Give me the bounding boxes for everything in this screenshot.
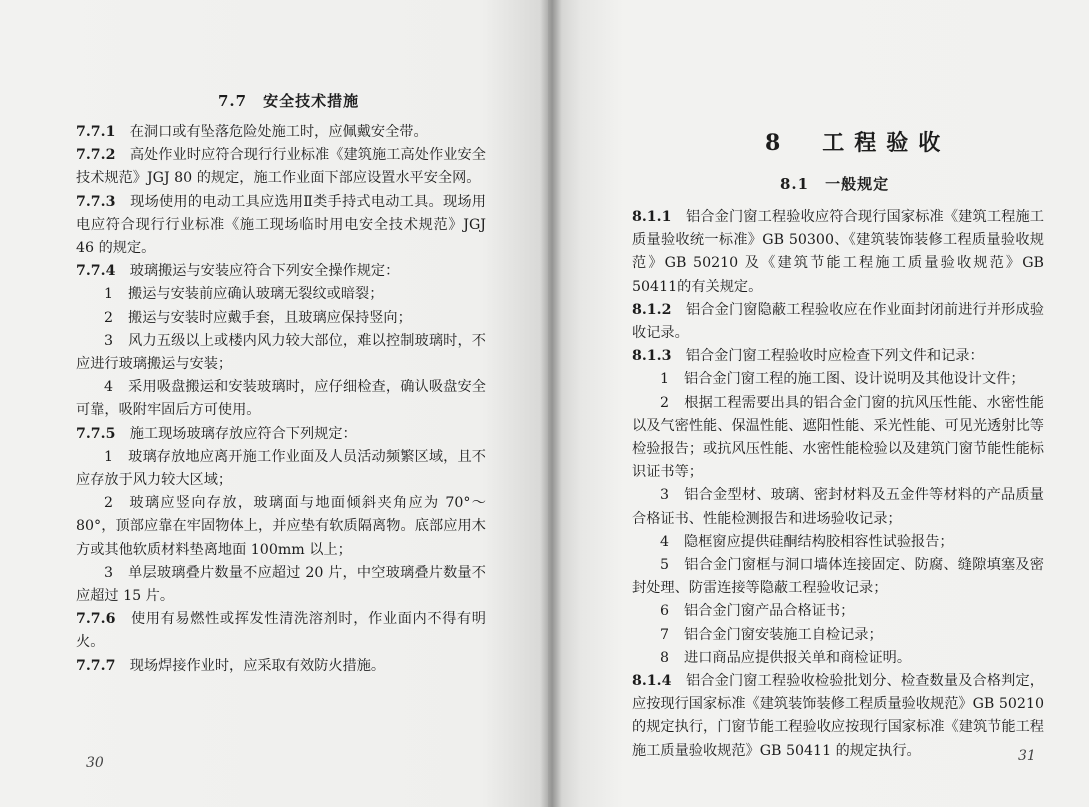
item-number: 2 (660, 394, 670, 411)
item-number: 1 (104, 286, 114, 303)
list-item (632, 531, 1044, 554)
clause-paragraph (76, 191, 486, 261)
clause-number: 8.1.2 (632, 301, 686, 318)
list-item (76, 562, 486, 608)
clause-number: 7.7.1 (76, 124, 130, 140)
item-number: 7 (660, 626, 670, 643)
paragraph-text: 风力五级以上或楼内风力较大部位，难以控制玻璃时，不应进行玻璃搬运与安装； (76, 332, 486, 373)
item-number: 2 (104, 495, 114, 512)
paragraph-text: 铝合金门窗产品合格证书； (684, 603, 855, 620)
clause-paragraph (76, 144, 486, 190)
paragraph-text: 铝合金门窗工程验收时应检查下列文件和记录： (685, 348, 984, 365)
list-item (76, 283, 486, 306)
list-item (632, 554, 1044, 600)
list-item (76, 446, 486, 492)
item-number: 4 (104, 379, 114, 396)
paragraph-text: 隐框窗应提供硅酮结构胶相容性试验报告； (684, 533, 954, 550)
left-body-text (76, 121, 486, 678)
paragraph-text: 铝合金门窗框与洞口墙体连接固定、防腐、缝隙填塞及密封处理、防雷连接等隐蔽工程验收记录； (632, 557, 1044, 597)
item-number: 5 (660, 557, 670, 574)
item-number: 2 (104, 309, 114, 326)
paragraph-text: 单层玻璃叠片数量不应超过 20 片，中空玻璃叠片数量不应超过 15 片。 (76, 564, 486, 605)
right-page (548, 0, 1089, 807)
clause-paragraph (76, 655, 486, 678)
paragraph-text: 现场使用的电动工具应选用Ⅱ类手持式电动工具。现场用电应符合现行行业标准《施工现场临时用电安全技术规范》JGJ 46 的规定。 (76, 193, 486, 257)
paragraph-text: 玻璃应竖向存放，玻璃面与地面倾斜夹角应为 70°～80°，顶部应靠在牢固物体上，并应垫有软质隔离物。底部应用木方或其他软质材料垫离地面 100mm 以上； (76, 495, 486, 558)
clause-paragraph (76, 121, 486, 144)
item-number: 4 (660, 533, 670, 550)
item-number: 3 (104, 332, 114, 349)
book-spine-shadow (540, 0, 562, 807)
page-number: 30 (86, 755, 104, 771)
clause-paragraph (76, 260, 486, 283)
clause-number: 8.1.1 (632, 209, 686, 225)
paragraph-text: 根据工程需要出具的铝合金门窗的抗风压性能、水密性能以及气密性能、保温性能、遮阳性能、采光性能、可见光透射比等检验报告；或抗风压性能、水密性能检验以及建筑门窗节能性能标识证书等； (632, 394, 1044, 481)
paragraph-text: 在洞口或有坠落危险处施工时，应佩戴安全带。 (129, 124, 428, 140)
clause-paragraph (632, 345, 1044, 368)
clause-paragraph (632, 299, 1044, 345)
clause-number: 7.7.2 (76, 147, 130, 164)
list-item (632, 624, 1044, 647)
paragraph-text: 铝合金门窗工程的施工图、设计说明及其他设计文件； (684, 371, 1025, 388)
paragraph-text: 搬运与安装时应戴手套，且玻璃应保持竖向； (128, 309, 412, 326)
section-title: 8.1 一般规定 (780, 175, 890, 193)
paragraph-text: 铝合金门窗安装施工自检记录； (684, 626, 883, 643)
paragraph-text: 铝合金门窗工程验收检验批划分、检查数量及合格判定，应按现行国家标准《建筑装饰装修工程质量验收规范》GB 50210的规定执行，门窗节能工程验收应按现行国家标准《建筑节能工程施工质量验收规范》GB 50411 的规定执行。 (632, 673, 1044, 759)
paragraph-text: 铝合金型材、玻璃、密封材料及五金件等材料的产品质量合格证书、性能检测报告和进场验收记录； (632, 487, 1044, 527)
item-number: 8 (660, 649, 670, 666)
paragraph-text: 铝合金门窗隐蔽工程验收应在作业面封闭前进行并形成验收记录。 (632, 301, 1044, 342)
clause-number: 7.7.6 (76, 611, 131, 628)
list-item (76, 376, 486, 422)
chapter-title: 8 工程验收 (765, 130, 951, 156)
list-item (632, 392, 1044, 485)
item-number: 1 (104, 448, 114, 465)
paragraph-text: 玻璃搬运与安装应符合下列安全操作规定： (129, 263, 400, 280)
paragraph-text: 玻璃存放地应离开施工作业面及人员活动频繁区域，且不应存放于风力较大区域； (76, 448, 486, 489)
paragraph-text: 铝合金门窗工程验收应符合现行国家标准《建筑工程施工质量验收统一标准》GB 50300、《建筑装饰装修工程质量验收规范》GB 50210 及《建筑节能工程施工质量验收规范》GB 50411的有关规定。 (632, 209, 1044, 295)
section-title: 7.7 安全技术措施 (218, 92, 360, 110)
right-body-text (632, 206, 1044, 763)
list-item (632, 600, 1044, 623)
item-number: 3 (660, 487, 670, 504)
clause-number: 8.1.3 (632, 348, 686, 365)
paragraph-text: 施工现场玻璃存放应符合下列规定： (129, 425, 357, 442)
clause-number: 8.1.4 (632, 673, 686, 690)
list-item (76, 307, 486, 330)
paragraph-text: 进口商品应提供报关单和商检证明。 (684, 649, 912, 666)
paragraph-text: 搬运与安装前应确认玻璃无裂纹或暗裂； (128, 286, 384, 303)
paragraph-text: 高处作业时应符合现行行业标准《建筑施工高处作业安全技术规范》JGJ 80 的规定，施工作业面下部应设置水平安全网。 (76, 147, 486, 187)
page-number: 31 (1018, 748, 1036, 764)
clause-number: 7.7.5 (76, 425, 130, 442)
clause-paragraph (76, 423, 486, 446)
list-item (76, 330, 486, 376)
paragraph-text: 现场焊接作业时，应采取有效防火措施。 (129, 657, 386, 674)
item-number: 3 (104, 564, 114, 581)
clause-paragraph (76, 608, 486, 654)
item-number: 1 (660, 371, 670, 388)
paragraph-text: 采用吸盘搬运和安装玻璃时，应仔细检查，确认吸盘安全可靠，吸附牢固后方可使用。 (76, 379, 486, 419)
item-number: 6 (660, 603, 670, 620)
clause-number: 7.7.3 (76, 193, 131, 210)
list-item (632, 368, 1044, 391)
list-item (632, 484, 1044, 530)
clause-number: 7.7.7 (76, 657, 130, 674)
list-item (76, 492, 486, 562)
clause-paragraph (632, 206, 1044, 299)
clause-number: 7.7.4 (76, 263, 130, 280)
clause-paragraph (632, 670, 1044, 763)
list-item (632, 647, 1044, 670)
paragraph-text: 使用有易燃性或挥发性清洗溶剂时，作业面内不得有明火。 (76, 611, 486, 651)
